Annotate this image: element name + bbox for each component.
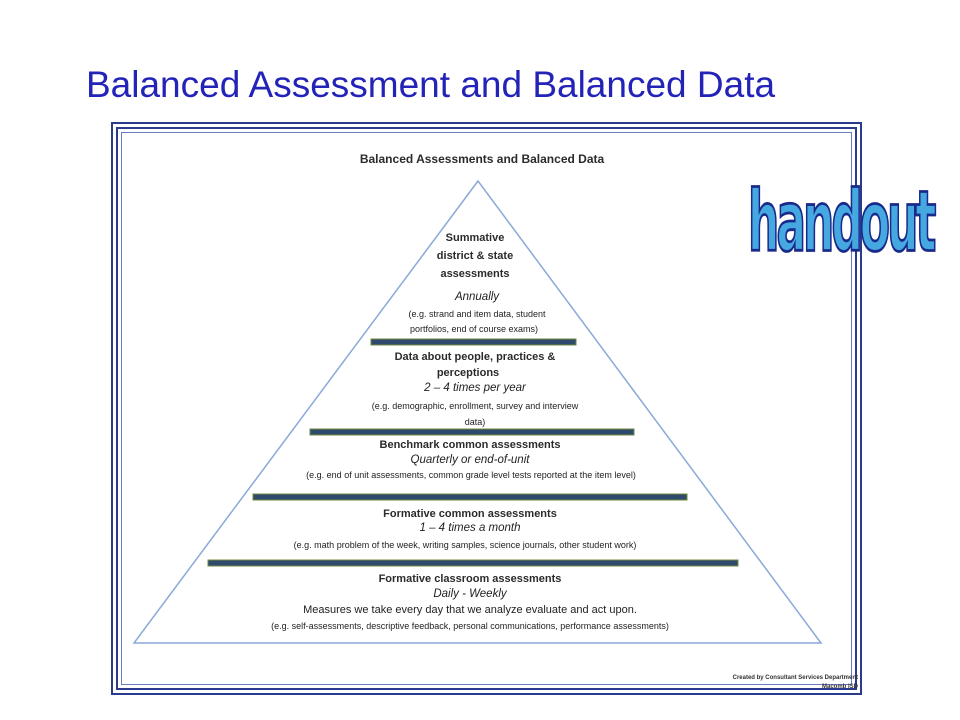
tier-1-frequency: Annually (454, 291, 500, 303)
tier-1-heading-line-2: district & state (436, 250, 514, 262)
tier-2-examples-line-1: (e.g. demographic, enrollment, survey and interview (371, 401, 579, 411)
tier-3-examples: (e.g. end of unit assessments, common grade level tests reported at the item level) (306, 470, 636, 480)
tier-1-examples-line-2: portfolios, end of course exams) (409, 324, 539, 334)
tier-5-heading: Formative classroom assessments (378, 573, 562, 585)
handout-label: handout (748, 174, 934, 272)
credit-line-2: Macomb ISD (821, 684, 858, 690)
tier-2-heading-line-2: perceptions (436, 367, 500, 379)
tier-divider-1 (371, 339, 576, 345)
tier-divider-3 (253, 494, 687, 500)
tier-2-heading-line-1: Data about people, practices & (394, 351, 556, 363)
tier-5-examples: (e.g. self-assessments, descriptive feedback, personal communications, performance assessments) (271, 621, 669, 631)
tier-3-frequency: Quarterly or end-of-unit (410, 454, 530, 466)
tier-1-examples-line-1: (e.g. strand and item data, student (408, 309, 546, 319)
diagram-title: Balanced Assessments and Balanced Data (359, 152, 605, 166)
tier-2-frequency: 2 – 4 times per year (424, 382, 526, 394)
tier-5-frequency: Daily - Weekly (433, 588, 507, 600)
tier-4-heading: Formative common assessments (383, 508, 557, 520)
tier-4-examples: (e.g. math problem of the week, writing samples, science journals, other student work) (293, 540, 637, 550)
tier-1-heading-line-1: Summative (445, 232, 505, 244)
tier-4-frequency: 1 – 4 times a month (419, 522, 521, 534)
tier-divider-2 (310, 429, 634, 435)
tier-2-examples-line-2: data) (464, 417, 486, 427)
handout-wordart (748, 174, 934, 272)
slide-title: Balanced Assessment and Balanced Data (86, 64, 776, 105)
tier-1-heading-line-3: assessments (440, 268, 510, 280)
tier-divider-4 (208, 560, 738, 566)
tier-5-measures: Measures we take every day that we analyze evaluate and act upon. (303, 604, 637, 616)
tier-3-heading: Benchmark common assessments (379, 439, 561, 451)
credit-line-1: Created by Consultant Services Department (732, 675, 858, 681)
